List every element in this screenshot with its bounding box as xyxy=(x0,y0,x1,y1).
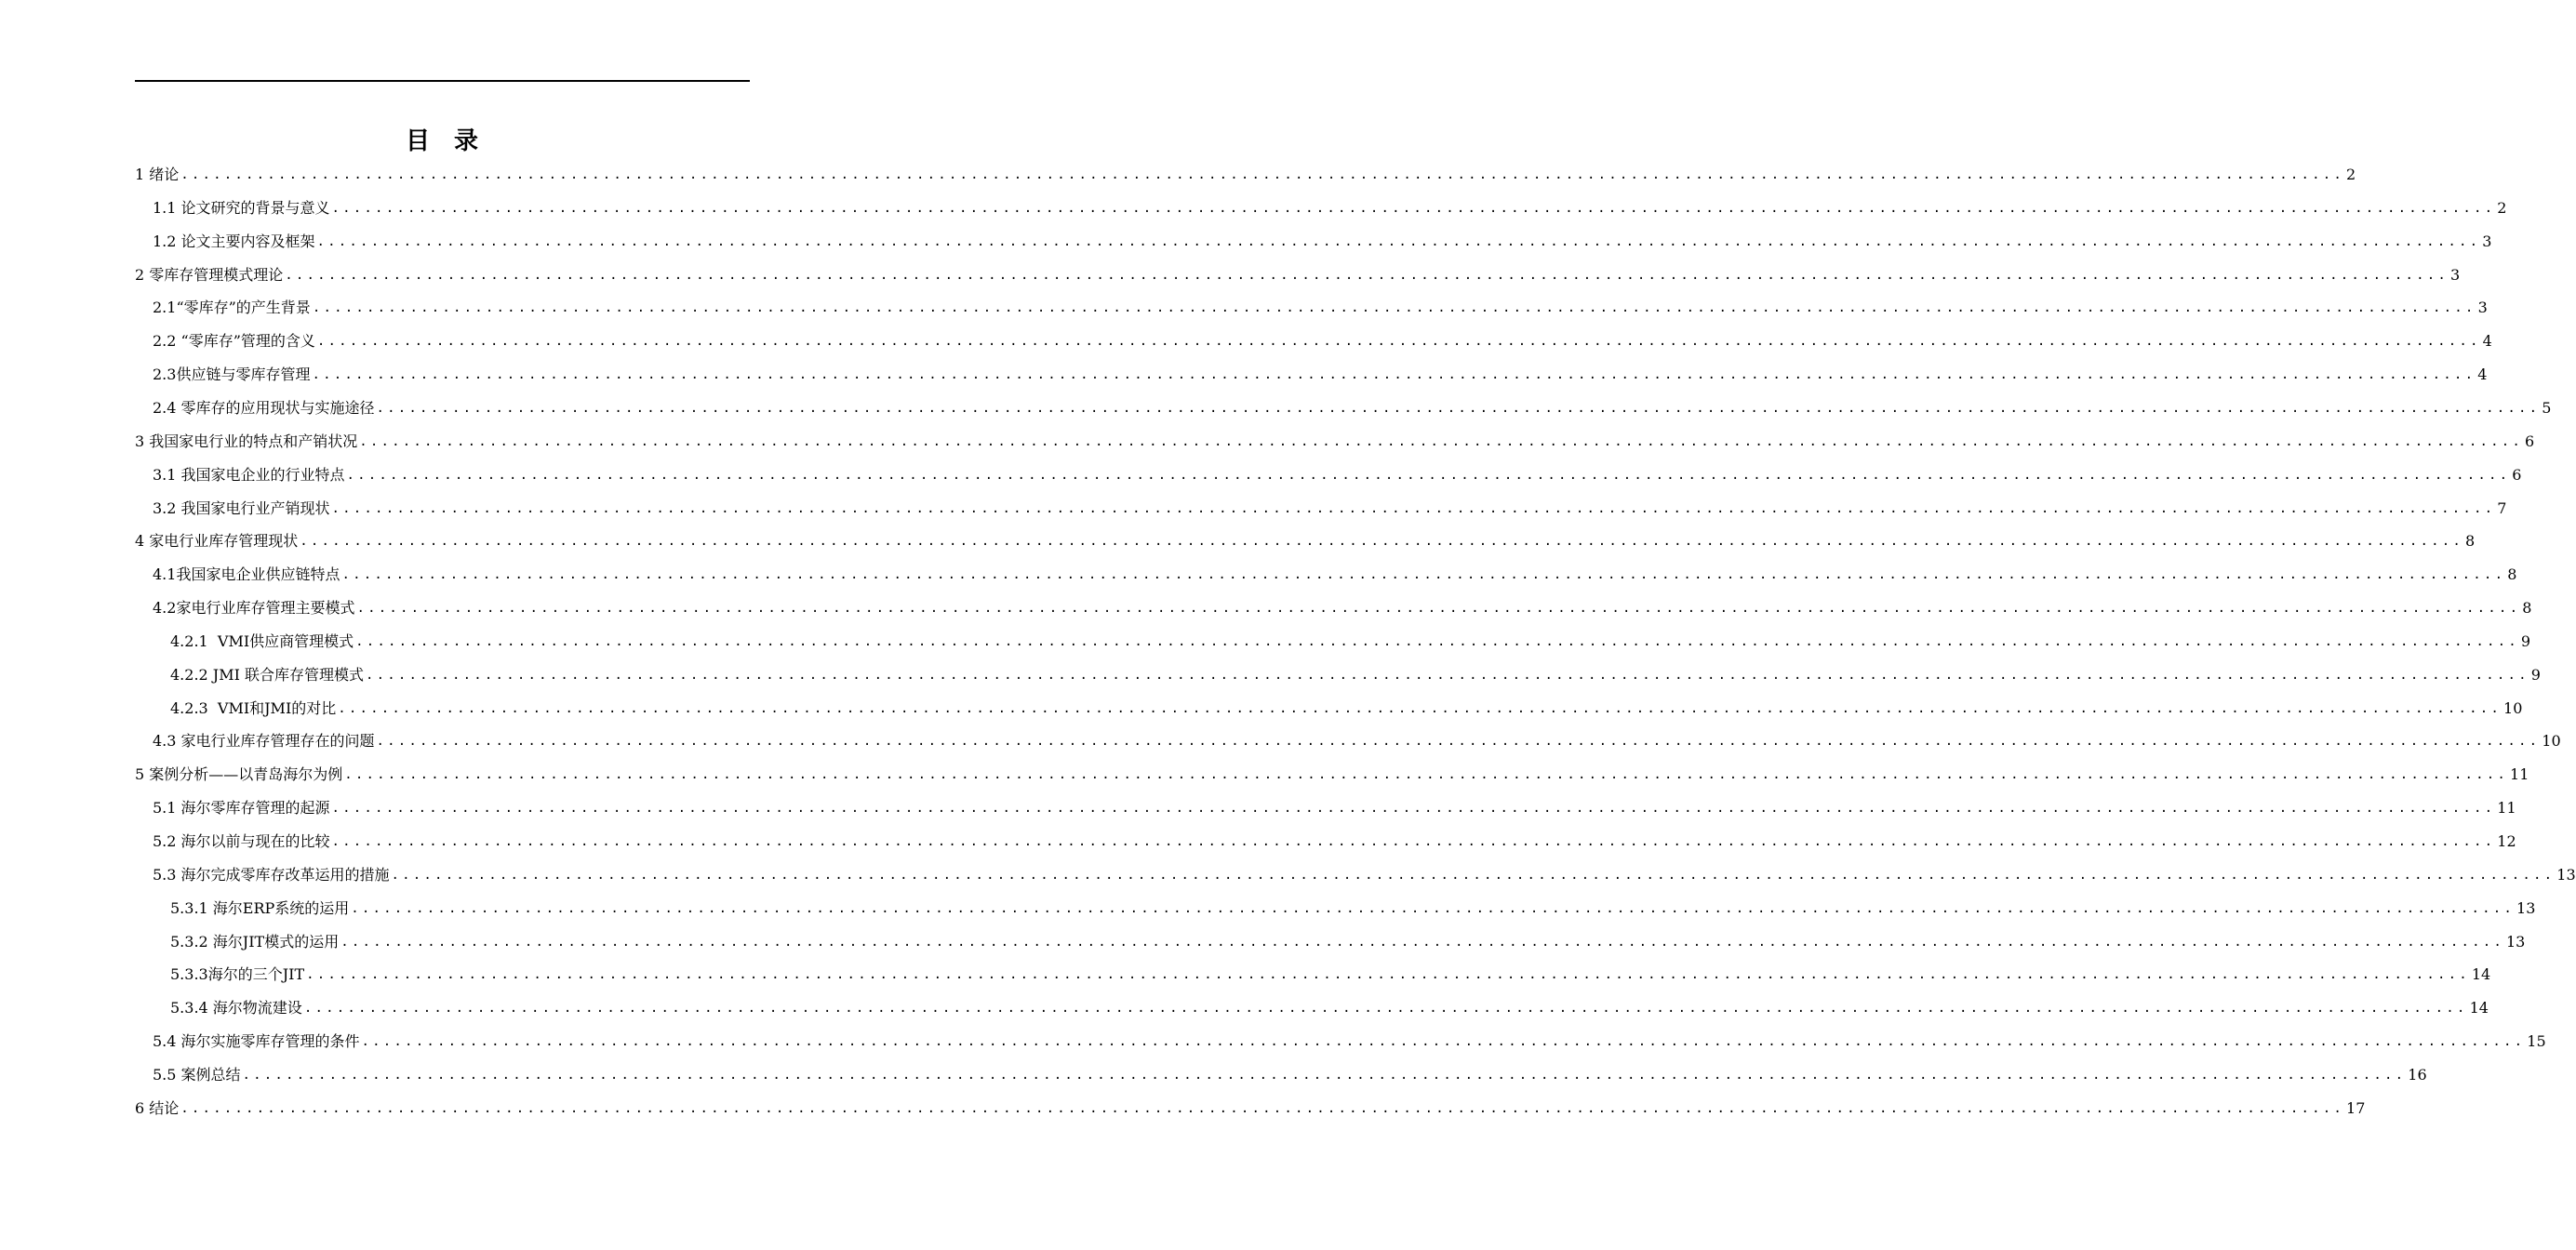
toc-title-char-1: 目 xyxy=(405,127,430,155)
toc-entry[interactable] xyxy=(135,259,2461,285)
toc-entry-page-number: 16 xyxy=(2408,1065,2427,1084)
toc-dot-leader: ........................................................................................................................................................................................................ xyxy=(356,601,2521,617)
toc-entry-label: 5.5 案例总结 xyxy=(153,1065,241,1084)
toc-entry-label: 4.2.2 JMI 联合库存管理模式 xyxy=(170,665,365,684)
header-rule xyxy=(135,80,750,82)
toc-entry-page-number: 9 xyxy=(2520,632,2531,650)
toc-dot-leader: ........................................................................................................................................................................................................ xyxy=(340,934,2504,950)
toc-entry-label: 2.3供应链与零库存管理 xyxy=(153,366,311,384)
toc-entry[interactable] xyxy=(153,592,2532,618)
toc-entry-page-number: 8 xyxy=(2465,532,2476,551)
toc-entry-label: 4.2.3 VMI和JMI的对比 xyxy=(170,698,337,717)
toc-dot-leader: ........................................................................................................................................................................................................ xyxy=(312,367,2476,383)
toc-entry[interactable] xyxy=(153,325,2492,351)
toc-dot-leader: ........................................................................................................................................................................................................ xyxy=(359,433,2524,449)
toc-entry-label: 5.3.4 海尔物流建设 xyxy=(170,999,302,1017)
toc-title xyxy=(0,123,884,160)
toc-entry-label: 5.4 海尔实施零库存管理的条件 xyxy=(153,1032,360,1051)
toc-dot-leader: ........................................................................................................................................................................................................ xyxy=(242,1067,2407,1083)
toc-entry[interactable] xyxy=(170,625,2531,651)
toc-dot-leader: ........................................................................................................................................................................................................ xyxy=(376,734,2541,750)
toc-entry[interactable] xyxy=(170,692,2523,718)
toc-dot-leader: ........................................................................................................................................................................................................ xyxy=(306,967,2470,983)
toc-dot-leader: ........................................................................................................................................................................................................ xyxy=(338,700,2503,716)
toc-entry-page-number: 12 xyxy=(2497,832,2516,850)
toc-entry-label: 5 案例分析——以青岛海尔为例 xyxy=(135,765,343,784)
toc-entry[interactable] xyxy=(153,492,2507,518)
toc-dot-leader: ........................................................................................................................................................................................................ xyxy=(361,1034,2526,1050)
toc-entry-label: 4 家电行业库存管理现状 xyxy=(135,532,299,551)
toc-entry-label: 5.3.2 海尔JIT模式的运用 xyxy=(170,932,340,951)
toc-entry[interactable] xyxy=(153,225,2492,251)
toc-entry[interactable] xyxy=(135,425,2535,451)
toc-entry-label: 6 结论 xyxy=(135,1098,180,1117)
toc-entry[interactable] xyxy=(135,1092,2366,1118)
toc-entry-label: 3.1 我国家电企业的行业特点 xyxy=(153,465,345,484)
toc-entry[interactable] xyxy=(135,525,2476,551)
toc-entry[interactable] xyxy=(170,658,2541,685)
toc-entry-label: 4.3 家电行业库存管理存在的问题 xyxy=(153,732,375,751)
toc-entry-page-number: 11 xyxy=(2510,765,2529,784)
toc-entry[interactable] xyxy=(153,858,2576,884)
toc-title-char-2: 录 xyxy=(454,127,479,155)
toc-entry-page-number: 6 xyxy=(2525,432,2535,450)
toc-entry-label: 1.2 论文主要内容及框架 xyxy=(153,232,315,250)
toc-entry[interactable] xyxy=(153,1058,2427,1084)
toc-entry[interactable] xyxy=(153,825,2516,851)
toc-dot-leader: ........................................................................................................................................................................................................ xyxy=(366,667,2529,683)
toc-entry-page-number: 9 xyxy=(2530,665,2541,684)
toc-entry-page-number: 3 xyxy=(2450,265,2461,284)
toc-dot-leader: ........................................................................................................................................................................................................ xyxy=(316,334,2481,350)
toc-entry-page-number: 13 xyxy=(2516,898,2536,917)
toc-entry[interactable] xyxy=(153,291,2488,317)
toc-dot-leader: ........................................................................................................................................................................................................ xyxy=(344,767,2509,783)
toc-entry-label: 5.2 海尔以前与现在的比较 xyxy=(153,832,330,850)
toc-entry-label: 2.2 “零库存”管理的含义 xyxy=(153,332,315,351)
toc-entry-page-number: 4 xyxy=(2477,366,2488,384)
toc-entry-label: 5.3 海尔完成零库存改革运用的措施 xyxy=(153,865,390,884)
toc-entry-page-number: 13 xyxy=(2505,932,2526,951)
toc-dot-leader: ........................................................................................................................................................................................................ xyxy=(341,567,2506,583)
toc-entry-page-number: 8 xyxy=(2522,599,2532,618)
toc-entry-page-number: 7 xyxy=(2497,499,2507,517)
toc-entry-page-number: 17 xyxy=(2346,1098,2366,1117)
toc-dot-leader: ........................................................................................................................................................................................................ xyxy=(303,1001,2468,1017)
toc-dot-leader: ........................................................................................................................................................................................................ xyxy=(300,534,2464,550)
toc-entry-page-number: 8 xyxy=(2507,565,2517,584)
toc-entry[interactable] xyxy=(153,192,2507,218)
toc-entry-page-number: 3 xyxy=(2482,232,2492,250)
toc-entry[interactable] xyxy=(170,925,2526,951)
toc-entry[interactable] xyxy=(153,558,2517,584)
toc-entry-label: 2.4 零库存的应用现状与实施途径 xyxy=(153,398,375,417)
toc-entry[interactable] xyxy=(153,1025,2546,1051)
toc-entry-page-number: 3 xyxy=(2477,299,2488,317)
toc-entry-page-number: 11 xyxy=(2497,799,2516,818)
toc-entry[interactable] xyxy=(170,958,2491,984)
toc-entry[interactable] xyxy=(153,358,2488,384)
toc-entry-page-number: 4 xyxy=(2482,332,2492,351)
toc-dot-leader: ........................................................................................................................................................................................................ xyxy=(331,200,2496,216)
toc-entry-page-number: 10 xyxy=(2542,732,2561,751)
toc-entry-label: 1 绪论 xyxy=(135,166,180,183)
toc-dot-leader: ........................................................................................................................................................................................................ xyxy=(285,267,2449,283)
toc-entry-page-number: 6 xyxy=(2512,465,2522,484)
toc-entry[interactable] xyxy=(135,158,2356,184)
toc-entry-page-number: 13 xyxy=(2556,865,2576,884)
toc-entry-label: 4.2家电行业库存管理主要模式 xyxy=(153,599,355,618)
toc-entry-label: 2 零库存管理模式理论 xyxy=(135,265,284,284)
toc-entry-label: 5.3.1 海尔ERP系统的运用 xyxy=(170,898,350,917)
toc-entry-label: 4.1我国家电企业供应链特点 xyxy=(153,565,340,584)
toc-dot-leader: ........................................................................................................................................................................................................ xyxy=(331,801,2496,817)
toc-dot-leader: ........................................................................................................................................................................................................ xyxy=(331,500,2496,516)
toc-entry-page-number: 15 xyxy=(2527,1032,2546,1051)
toc-entry-page-number: 10 xyxy=(2503,698,2523,717)
toc-entry-label: 2.1“零库存”的产生背景 xyxy=(153,299,311,317)
toc-entry[interactable] xyxy=(170,892,2536,918)
toc-entry-page-number: 14 xyxy=(2469,999,2489,1017)
toc-entry-label: 5.1 海尔零库存管理的起源 xyxy=(153,799,330,818)
toc-dot-leader: ........................................................................................................................................................................................................ xyxy=(351,900,2516,916)
toc-entry[interactable] xyxy=(135,758,2529,784)
toc-entry[interactable] xyxy=(153,392,2552,418)
toc-dot-leader: ........................................................................................................................................................................................................ xyxy=(331,834,2496,849)
toc-dot-leader: ........................................................................................................................................................................................................ xyxy=(376,400,2541,416)
toc-entry[interactable] xyxy=(153,791,2516,818)
toc-entry[interactable] xyxy=(153,459,2522,485)
toc-dot-leader: ........................................................................................................................................................................................................ xyxy=(312,300,2476,316)
toc-entry-label: 4.2.1 VMI供应商管理模式 xyxy=(170,632,354,650)
toc-dot-leader: ........................................................................................................................................................................................................ xyxy=(180,167,2345,182)
toc-entry-label: 3 我国家电行业的特点和产销状况 xyxy=(135,432,358,450)
toc-entry-label: 5.3.3海尔的三个JIT xyxy=(170,965,305,984)
toc-entry-page-number: 5 xyxy=(2542,398,2552,417)
toc-dot-leader: ........................................................................................................................................................................................................ xyxy=(391,867,2556,883)
toc-entry-label: 3.2 我国家电行业产销现状 xyxy=(153,499,330,517)
toc-entry-label: 1.1 论文研究的背景与意义 xyxy=(153,198,330,217)
toc-entry-page-number: 2 xyxy=(2497,198,2507,217)
toc-entry-page-number: 14 xyxy=(2471,965,2491,984)
toc-dot-leader: ........................................................................................................................................................................................................ xyxy=(180,1100,2345,1116)
toc-entry-page-number: 2 xyxy=(2346,166,2356,183)
toc-entry[interactable] xyxy=(153,725,2561,751)
toc-entry[interactable] xyxy=(170,991,2489,1017)
toc-dot-leader: ........................................................................................................................................................................................................ xyxy=(346,467,2511,483)
toc-dot-leader: ........................................................................................................................................................................................................ xyxy=(316,233,2481,249)
toc-dot-leader: ........................................................................................................................................................................................................ xyxy=(355,633,2519,649)
